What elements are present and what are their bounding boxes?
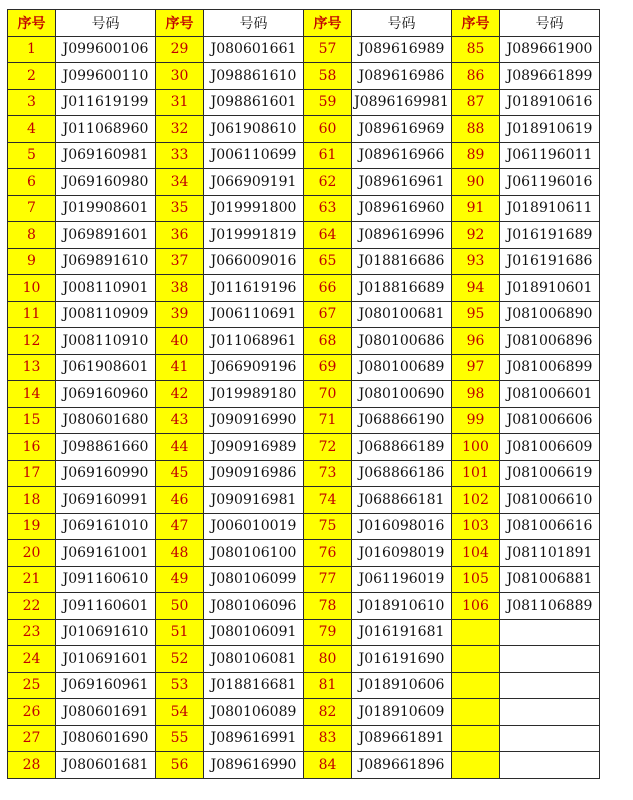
row-index-cell: 87 xyxy=(452,89,500,116)
table-row xyxy=(8,248,600,275)
row-index-cell: 2 xyxy=(8,63,56,90)
row-index-cell: 100 xyxy=(452,434,500,461)
table-row xyxy=(8,487,600,514)
row-index-cell: 54 xyxy=(156,699,204,726)
row-index-cell: 98 xyxy=(452,381,500,408)
table-row xyxy=(8,354,600,381)
row-index-cell: 43 xyxy=(156,407,204,434)
code-cell: J008110909 xyxy=(56,301,156,328)
table-row xyxy=(8,460,600,487)
code-header: 号码 xyxy=(352,10,452,37)
row-index-cell: 14 xyxy=(8,381,56,408)
code-cell: J081101891 xyxy=(500,540,600,567)
index-header: 序号 xyxy=(452,10,500,37)
row-index-cell: 13 xyxy=(8,354,56,381)
row-index-cell: 62 xyxy=(304,169,352,196)
table-row xyxy=(8,89,600,116)
code-cell: J061908601 xyxy=(56,354,156,381)
code-cell: J061196019 xyxy=(352,566,452,593)
code-cell: J090916989 xyxy=(204,434,304,461)
row-index-cell: 17 xyxy=(8,460,56,487)
row-index-cell xyxy=(452,725,500,752)
row-index-cell: 22 xyxy=(8,593,56,620)
row-index-cell xyxy=(452,646,500,673)
number-table xyxy=(7,9,600,779)
row-index-cell: 99 xyxy=(452,407,500,434)
row-index-cell: 36 xyxy=(156,222,204,249)
code-cell: J089616990 xyxy=(204,752,304,779)
code-cell: J018816686 xyxy=(352,248,452,275)
code-cell: J018910619 xyxy=(500,116,600,143)
code-cell: J069891610 xyxy=(56,248,156,275)
code-cell: J091160601 xyxy=(56,593,156,620)
code-cell: J080106089 xyxy=(204,699,304,726)
row-index-cell: 76 xyxy=(304,540,352,567)
row-index-cell: 69 xyxy=(304,354,352,381)
code-cell: J098861610 xyxy=(204,63,304,90)
row-index-cell: 6 xyxy=(8,169,56,196)
code-cell: J016098016 xyxy=(352,513,452,540)
code-cell: J081006610 xyxy=(500,487,600,514)
row-index-cell: 88 xyxy=(452,116,500,143)
code-cell: J080100681 xyxy=(352,301,452,328)
table-row xyxy=(8,646,600,673)
code-cell: J061196011 xyxy=(500,142,600,169)
row-index-cell: 4 xyxy=(8,116,56,143)
row-index-cell: 20 xyxy=(8,540,56,567)
code-cell: J089616969 xyxy=(352,116,452,143)
row-index-cell: 60 xyxy=(304,116,352,143)
row-index-cell: 85 xyxy=(452,36,500,63)
row-index-cell: 91 xyxy=(452,195,500,222)
row-index-cell: 70 xyxy=(304,381,352,408)
row-index-cell: 11 xyxy=(8,301,56,328)
row-index-cell: 104 xyxy=(452,540,500,567)
code-cell: J006110691 xyxy=(204,301,304,328)
code-cell: J089616986 xyxy=(352,63,452,90)
row-index-cell: 28 xyxy=(8,752,56,779)
code-cell: J080601680 xyxy=(56,407,156,434)
row-index-cell: 75 xyxy=(304,513,352,540)
row-index-cell: 97 xyxy=(452,354,500,381)
table-row xyxy=(8,407,600,434)
code-cell: J080601690 xyxy=(56,725,156,752)
table-row xyxy=(8,301,600,328)
row-index-cell: 96 xyxy=(452,328,500,355)
row-index-cell: 65 xyxy=(304,248,352,275)
code-cell: J016191686 xyxy=(500,248,600,275)
table-row xyxy=(8,275,600,302)
row-index-cell: 77 xyxy=(304,566,352,593)
code-cell: J089616966 xyxy=(352,142,452,169)
row-index-cell: 90 xyxy=(452,169,500,196)
code-cell: J019989180 xyxy=(204,381,304,408)
code-cell: J069160981 xyxy=(56,142,156,169)
row-index-cell: 106 xyxy=(452,593,500,620)
row-index-cell: 79 xyxy=(304,619,352,646)
code-cell: J011068961 xyxy=(204,328,304,355)
table-row xyxy=(8,513,600,540)
code-cell: J018910609 xyxy=(352,699,452,726)
code-cell: J080100690 xyxy=(352,381,452,408)
code-cell: J081006896 xyxy=(500,328,600,355)
row-index-cell xyxy=(452,672,500,699)
row-index-cell xyxy=(452,752,500,779)
table-row xyxy=(8,63,600,90)
code-cell: J089661891 xyxy=(352,725,452,752)
row-index-cell: 71 xyxy=(304,407,352,434)
row-index-cell: 41 xyxy=(156,354,204,381)
row-index-cell: 64 xyxy=(304,222,352,249)
code-cell: J016191690 xyxy=(352,646,452,673)
code-cell: J099600110 xyxy=(56,63,156,90)
table-row xyxy=(8,116,600,143)
code-cell: J066909196 xyxy=(204,354,304,381)
row-index-cell xyxy=(452,699,500,726)
row-index-cell: 74 xyxy=(304,487,352,514)
code-header: 号码 xyxy=(56,10,156,37)
row-index-cell: 25 xyxy=(8,672,56,699)
code-cell: J010691601 xyxy=(56,646,156,673)
row-index-cell: 34 xyxy=(156,169,204,196)
table-row xyxy=(8,540,600,567)
row-index-cell: 59 xyxy=(304,89,352,116)
code-cell: J089661896 xyxy=(352,752,452,779)
row-index-cell: 7 xyxy=(8,195,56,222)
row-index-cell: 18 xyxy=(8,487,56,514)
code-cell: J061908610 xyxy=(204,116,304,143)
row-index-cell: 29 xyxy=(156,36,204,63)
code-cell xyxy=(500,646,600,673)
row-index-cell: 33 xyxy=(156,142,204,169)
row-index-cell: 95 xyxy=(452,301,500,328)
code-cell: J019908601 xyxy=(56,195,156,222)
row-index-cell: 61 xyxy=(304,142,352,169)
code-header: 号码 xyxy=(500,10,600,37)
row-index-cell: 53 xyxy=(156,672,204,699)
code-cell: J081006609 xyxy=(500,434,600,461)
code-cell: J018910616 xyxy=(500,89,600,116)
code-cell xyxy=(500,699,600,726)
table-row xyxy=(8,328,600,355)
code-cell: J008110901 xyxy=(56,275,156,302)
row-index-cell: 92 xyxy=(452,222,500,249)
code-cell: J069161001 xyxy=(56,540,156,567)
code-cell: J080601661 xyxy=(204,36,304,63)
code-cell: J066009016 xyxy=(204,248,304,275)
table-row xyxy=(8,672,600,699)
table-row xyxy=(8,142,600,169)
row-index-cell: 66 xyxy=(304,275,352,302)
code-cell: J080601681 xyxy=(56,752,156,779)
code-cell: J080106081 xyxy=(204,646,304,673)
row-index-cell: 40 xyxy=(156,328,204,355)
code-cell: J006010019 xyxy=(204,513,304,540)
code-cell: J018910606 xyxy=(352,672,452,699)
code-cell: J069891601 xyxy=(56,222,156,249)
index-header: 序号 xyxy=(156,10,204,37)
row-index-cell: 5 xyxy=(8,142,56,169)
index-header: 序号 xyxy=(304,10,352,37)
row-index-cell: 68 xyxy=(304,328,352,355)
row-index-cell: 24 xyxy=(8,646,56,673)
row-index-cell: 27 xyxy=(8,725,56,752)
row-index-cell: 32 xyxy=(156,116,204,143)
code-cell: J080601691 xyxy=(56,699,156,726)
table-body xyxy=(8,10,600,779)
code-cell: J068866181 xyxy=(352,487,452,514)
code-cell: J068866189 xyxy=(352,434,452,461)
row-index-cell: 56 xyxy=(156,752,204,779)
row-index-cell: 72 xyxy=(304,434,352,461)
row-index-cell: 26 xyxy=(8,699,56,726)
row-index-cell: 12 xyxy=(8,328,56,355)
row-index-cell: 105 xyxy=(452,566,500,593)
code-cell: J098861660 xyxy=(56,434,156,461)
row-index-cell: 49 xyxy=(156,566,204,593)
code-cell: J0896169981 xyxy=(352,89,452,116)
code-cell: J081106889 xyxy=(500,593,600,620)
row-index-cell: 39 xyxy=(156,301,204,328)
code-cell: J016098019 xyxy=(352,540,452,567)
row-index-cell: 52 xyxy=(156,646,204,673)
row-index-cell: 84 xyxy=(304,752,352,779)
row-index-cell: 35 xyxy=(156,195,204,222)
row-index-cell: 102 xyxy=(452,487,500,514)
row-index-cell: 82 xyxy=(304,699,352,726)
code-cell: J080106099 xyxy=(204,566,304,593)
code-cell: J019991819 xyxy=(204,222,304,249)
code-cell: J089616961 xyxy=(352,169,452,196)
row-index-cell: 48 xyxy=(156,540,204,567)
row-index-cell: 81 xyxy=(304,672,352,699)
row-index-cell: 63 xyxy=(304,195,352,222)
row-index-cell: 101 xyxy=(452,460,500,487)
row-index-cell: 46 xyxy=(156,487,204,514)
code-cell: J080106091 xyxy=(204,619,304,646)
row-index-cell: 21 xyxy=(8,566,56,593)
code-cell: J068866190 xyxy=(352,407,452,434)
row-index-cell: 67 xyxy=(304,301,352,328)
row-index-cell: 103 xyxy=(452,513,500,540)
code-cell: J011619199 xyxy=(56,89,156,116)
code-cell: J068866186 xyxy=(352,460,452,487)
table-row xyxy=(8,169,600,196)
code-cell: J089616989 xyxy=(352,36,452,63)
table-row xyxy=(8,36,600,63)
code-cell: J010691610 xyxy=(56,619,156,646)
row-index-cell: 3 xyxy=(8,89,56,116)
code-cell: J011619196 xyxy=(204,275,304,302)
row-index-cell: 55 xyxy=(156,725,204,752)
row-index-cell: 93 xyxy=(452,248,500,275)
code-cell xyxy=(500,672,600,699)
code-cell: J089616991 xyxy=(204,725,304,752)
code-cell: J080100689 xyxy=(352,354,452,381)
code-cell: J090916986 xyxy=(204,460,304,487)
code-cell: J090916981 xyxy=(204,487,304,514)
code-cell: J081006619 xyxy=(500,460,600,487)
row-index-cell: 15 xyxy=(8,407,56,434)
code-cell: J081006881 xyxy=(500,566,600,593)
table-row xyxy=(8,434,600,461)
code-cell: J098861601 xyxy=(204,89,304,116)
code-cell: J016191681 xyxy=(352,619,452,646)
code-cell: J019991800 xyxy=(204,195,304,222)
table-row xyxy=(8,752,600,779)
table-row xyxy=(8,566,600,593)
code-cell: J018816681 xyxy=(204,672,304,699)
row-index-cell: 80 xyxy=(304,646,352,673)
code-header: 号码 xyxy=(204,10,304,37)
row-index-cell: 78 xyxy=(304,593,352,620)
code-cell: J080106096 xyxy=(204,593,304,620)
table-row xyxy=(8,619,600,646)
row-index-cell: 58 xyxy=(304,63,352,90)
code-cell: J016191689 xyxy=(500,222,600,249)
code-cell xyxy=(500,752,600,779)
row-index-cell: 73 xyxy=(304,460,352,487)
code-cell: J080100686 xyxy=(352,328,452,355)
row-index-cell: 16 xyxy=(8,434,56,461)
code-cell: J091160610 xyxy=(56,566,156,593)
code-cell: J090916990 xyxy=(204,407,304,434)
code-cell: J069160961 xyxy=(56,672,156,699)
row-index-cell: 38 xyxy=(156,275,204,302)
code-cell: J018910611 xyxy=(500,195,600,222)
row-index-cell: 1 xyxy=(8,36,56,63)
header-row xyxy=(8,10,600,37)
code-cell: J081006606 xyxy=(500,407,600,434)
row-index-cell: 8 xyxy=(8,222,56,249)
row-index-cell: 30 xyxy=(156,63,204,90)
code-cell: J089616996 xyxy=(352,222,452,249)
row-index-cell: 51 xyxy=(156,619,204,646)
row-index-cell: 19 xyxy=(8,513,56,540)
code-cell: J069161010 xyxy=(56,513,156,540)
code-cell: J008110910 xyxy=(56,328,156,355)
code-cell: J089616960 xyxy=(352,195,452,222)
row-index-cell: 94 xyxy=(452,275,500,302)
code-cell: J089661900 xyxy=(500,36,600,63)
code-cell: J018910610 xyxy=(352,593,452,620)
code-cell: J080106100 xyxy=(204,540,304,567)
row-index-cell: 47 xyxy=(156,513,204,540)
row-index-cell: 44 xyxy=(156,434,204,461)
code-cell: J089661899 xyxy=(500,63,600,90)
code-cell: J081006890 xyxy=(500,301,600,328)
code-cell: J018816689 xyxy=(352,275,452,302)
code-cell: J069160991 xyxy=(56,487,156,514)
code-cell xyxy=(500,725,600,752)
code-cell: J066909191 xyxy=(204,169,304,196)
table-row xyxy=(8,699,600,726)
row-index-cell: 83 xyxy=(304,725,352,752)
table-row xyxy=(8,222,600,249)
table-row xyxy=(8,195,600,222)
table-row xyxy=(8,725,600,752)
code-cell xyxy=(500,619,600,646)
code-cell: J069160960 xyxy=(56,381,156,408)
row-index-cell: 42 xyxy=(156,381,204,408)
code-cell: J081006601 xyxy=(500,381,600,408)
table-row xyxy=(8,593,600,620)
code-cell: J081006899 xyxy=(500,354,600,381)
code-cell: J099600106 xyxy=(56,36,156,63)
row-index-cell: 86 xyxy=(452,63,500,90)
row-index-cell: 50 xyxy=(156,593,204,620)
code-cell: J069160990 xyxy=(56,460,156,487)
code-cell: J006110699 xyxy=(204,142,304,169)
row-index-cell: 23 xyxy=(8,619,56,646)
row-index-cell: 37 xyxy=(156,248,204,275)
row-index-cell: 57 xyxy=(304,36,352,63)
code-cell: J081006616 xyxy=(500,513,600,540)
row-index-cell: 45 xyxy=(156,460,204,487)
index-header: 序号 xyxy=(8,10,56,37)
code-cell: J011068960 xyxy=(56,116,156,143)
row-index-cell: 31 xyxy=(156,89,204,116)
code-cell: J069160980 xyxy=(56,169,156,196)
table-row xyxy=(8,381,600,408)
row-index-cell: 9 xyxy=(8,248,56,275)
code-cell: J018910601 xyxy=(500,275,600,302)
row-index-cell xyxy=(452,619,500,646)
row-index-cell: 10 xyxy=(8,275,56,302)
code-cell: J061196016 xyxy=(500,169,600,196)
row-index-cell: 89 xyxy=(452,142,500,169)
